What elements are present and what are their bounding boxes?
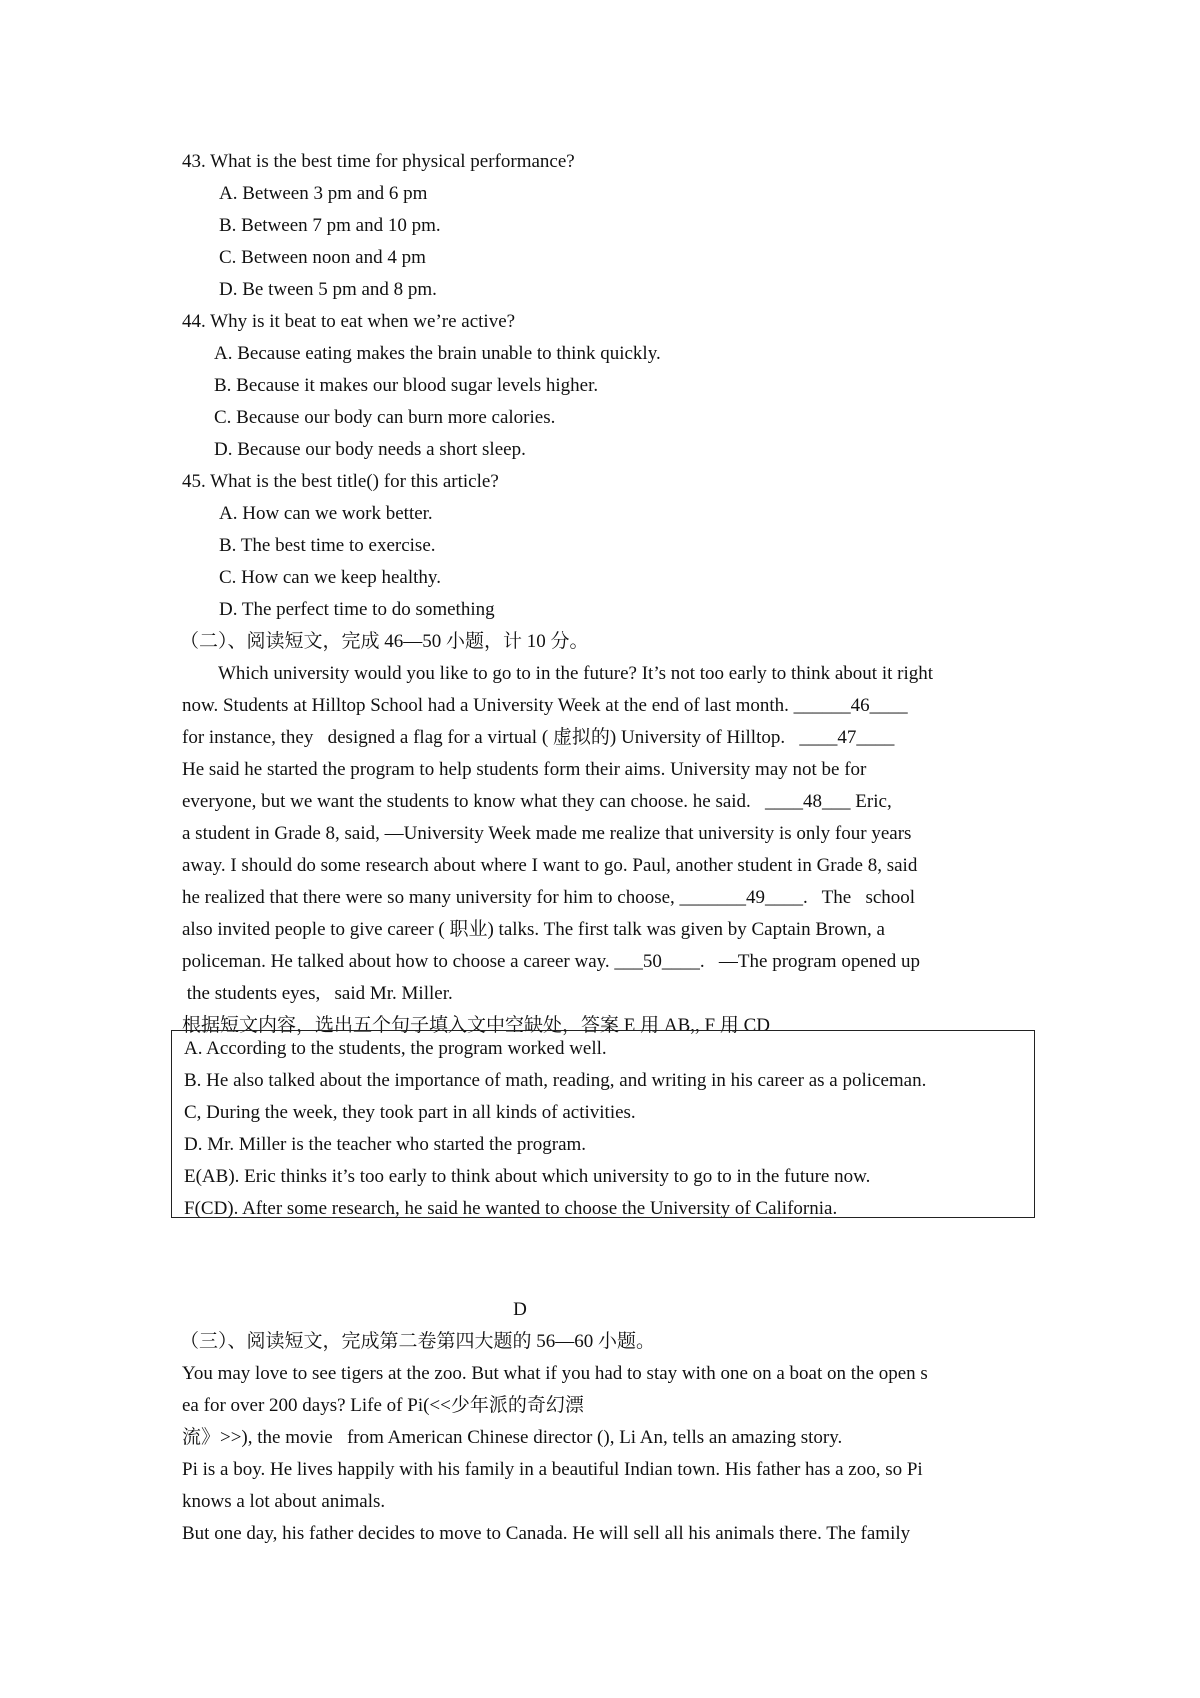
question-43-option-d: D. Be tween 5 pm and 8 pm. (219, 279, 437, 300)
question-44-option-c: C. Because our body can burn more calories. (214, 407, 556, 428)
section-2-heading: （二）、阅读短文，完成 46—50 小题，计 10 分。 (180, 631, 589, 652)
passage-2-line: Which university would you like to go to in the future? It’s not too early to think about it right (218, 663, 934, 684)
question-44-option-a: A. Because eating makes the brain unable to think quickly. (214, 343, 661, 364)
passage-2-line: policeman. He talked about how to choose a career way. ___50____. ―The program opened up (182, 951, 920, 972)
passage-2-line: also invited people to give career ( 职业) talks. The first talk was given by Captain Brown, a (182, 919, 885, 940)
passage-3-line: You may love to see tigers at the zoo. But what if you had to stay with one on a boat on the open s (182, 1363, 928, 1384)
question-43-option-b: B. Between 7 pm and 10 pm. (219, 215, 441, 236)
question-45-option-d: D. The perfect time to do something (219, 599, 495, 620)
passage-3-line: Pi is a boy. He lives happily with his family in a beautiful Indian town. His father has a zoo, so Pi (182, 1459, 923, 1480)
question-43-option-a: A. Between 3 pm and 6 pm (219, 183, 428, 204)
passage-2-line: everyone, but we want the students to know what they can choose. he said. ____48___ Eric, (182, 791, 892, 812)
passage-2-line: now. Students at Hilltop School had a University Week at the end of last month. ______46____ (182, 695, 908, 716)
answer-choices-box (171, 1030, 1035, 1218)
passage-2-line: the students eyes, said Mr. Miller. (182, 983, 453, 1004)
question-45-option-a: A. How can we work better. (219, 503, 433, 524)
section-letter: D (513, 1299, 527, 1320)
question-45-stem: 45. What is the best title() for this article? (182, 471, 499, 492)
passage-2-line: He said he started the program to help students form their aims. University may not be for (182, 759, 867, 780)
answer-choice-f: F(CD). After some research, he said he wanted to choose the University of California. (184, 1198, 838, 1219)
passage-2-line: he realized that there were so many university for him to choose, _______49____. The school (182, 887, 916, 908)
passage-3-line: But one day, his father decides to move to Canada. He will sell all his animals there. The family (182, 1523, 911, 1544)
passage-2-line: for instance, they designed a flag for a virtual ( 虚拟的) University of Hilltop. ____47____ (182, 727, 895, 748)
answer-choice-a: A. According to the students, the program worked well. (184, 1038, 607, 1059)
passage-3-line: ea for over 200 days? Life of Pi(<<少年派的奇幻漂 (182, 1395, 584, 1416)
question-44-stem: 44. Why is it beat to eat when we’re active? (182, 311, 516, 332)
section-3-heading: （三）、阅读短文，完成第二卷第四大题的 56—60 小题。 (180, 1331, 656, 1352)
answer-choice-d: D. Mr. Miller is the teacher who started the program. (184, 1134, 587, 1155)
passage-3-line: 流》>>), the movie from American Chinese director (), Li An, tells an amazing story. (182, 1427, 843, 1448)
answer-choice-e: E(AB). Eric thinks it’s too early to think about which university to go to in the future now. (184, 1166, 871, 1187)
question-43-option-c: C. Between noon and 4 pm (219, 247, 426, 268)
passage-2-line: a student in Grade 8, said, ―University Week made me realize that university is only four years (182, 823, 912, 844)
answer-choice-b: B. He also talked about the importance of math, reading, and writing in his career as a policeman. (184, 1070, 927, 1091)
answer-choice-c: C, During the week, they took part in all kinds of activities. (184, 1102, 636, 1123)
question-44-option-d: D. Because our body needs a short sleep. (214, 439, 526, 460)
question-44-option-b: B. Because it makes our blood sugar levels higher. (214, 375, 599, 396)
question-45-option-b: B. The best time to exercise. (219, 535, 436, 556)
passage-2-line: away. I should do some research about where I want to go. Paul, another student in Grade 8, said (182, 855, 918, 876)
section-2-instruction: 根据短文内容，选出五个句子填入文中空缺处，答案 E 用 AB,, F 用 CD (182, 1015, 770, 1036)
question-45-option-c: C. How can we keep healthy. (219, 567, 441, 588)
question-43-stem: 43. What is the best time for physical performance? (182, 151, 575, 172)
passage-3-line: knows a lot about animals. (182, 1491, 386, 1512)
